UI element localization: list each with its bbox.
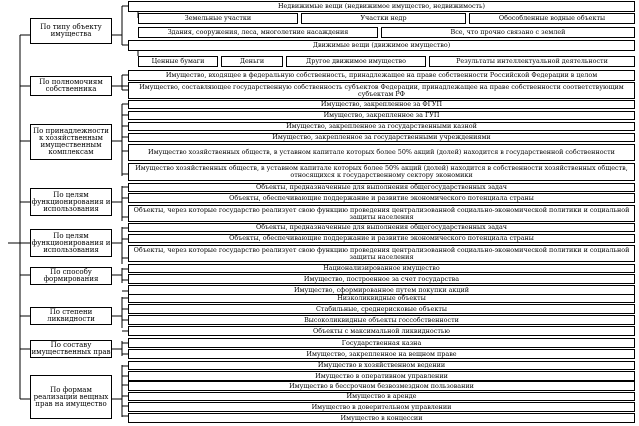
category-liquidity: По степени ликвидности — [30, 307, 112, 325]
node-land: Земельные участки — [138, 13, 298, 24]
item-belonging-5: Имущество хозяйственных обществ, в уставном капитале которых более 50% акций (долей) находится в государственной собственности — [128, 144, 635, 161]
item-belonging-4: Имущество, закрепленное за государственными учреждениями — [128, 133, 635, 142]
node-other-movable: Другое движимое имущество — [286, 56, 426, 67]
item-goals2-2: Объекты, обеспечивающие поддержание и развитие экономического потенциала страны — [128, 234, 635, 243]
item-liquidity-4: Объекты с максимальной ликвидностью — [128, 326, 635, 336]
item-liquidity-1: Низколиквидные объекты — [128, 294, 635, 303]
item-forms-6: Имущество в концессии — [128, 413, 635, 423]
category-composition: По составу имущественных прав — [31, 341, 111, 356]
item-goals1-3: Объекты, через которые государство реализует свою функцию проведения централизованной социально-экономической политики и социальной защиты населения — [128, 205, 635, 222]
item-powers-2: Имущество, составляющее государственную собственность субъектов Федерации, принадлежащее на праве собственности соответствующим субъектам РФ — [128, 82, 635, 99]
item-composition-1: Государственная казна — [128, 338, 635, 348]
item-formation-1: Национализированное имущество — [128, 264, 635, 273]
item-forms-1: Имущество в хозяйственном ведении — [128, 361, 635, 370]
item-forms-2: Имущество в оперативном управлении — [128, 371, 635, 381]
item-belonging-2: Имущество, закрепленное за ГУП — [128, 111, 635, 120]
node-subsoil: Участки недр — [301, 13, 466, 24]
item-powers-1: Имущество, входящее в федеральную собственность, принадлежащее на праве собственности Российской Федерации в целом — [128, 70, 635, 81]
node-securities: Ценные бумаги — [138, 56, 218, 67]
category-belonging: По принадлежности к хозяйственным имущественным комплексам — [30, 124, 112, 160]
node-ip: Результаты интеллектуальной деятельности — [429, 56, 635, 67]
item-belonging-6: Имущество хозяйственных обществ, в уставном капитале которых более 50% акций (долей) находится в собственности хозяйственных обществ, относящихся к государственному сектору экономики — [128, 163, 635, 181]
category-formation: По способу формирования — [30, 267, 112, 285]
item-forms-5: Имущество в доверительном управлении — [128, 402, 635, 412]
node-water: Обособленные водные объекты — [469, 13, 635, 24]
category-goals-2: По целям функционирования и использования — [30, 229, 112, 257]
node-other-land: Все, что прочно связано с землей — [381, 27, 635, 38]
node-immovable: Недвижимые вещи (недвижимое имущество, недвижимость) — [128, 1, 635, 12]
item-liquidity-2: Стабильные, среднерисковые объекты — [128, 304, 635, 314]
item-composition-2: Имущество, закрепленное на вещном праве — [128, 349, 635, 359]
category-powers: По полномочиям собственника — [30, 76, 112, 96]
item-goals1-2: Объекты, обеспечивающие поддержание и развитие экономического потенциала страны — [128, 193, 635, 203]
item-formation-3: Имущество, сформированное путем покупки акций — [128, 285, 635, 295]
item-belonging-3: Имущество, закрепленное за государственными казной — [128, 122, 635, 131]
node-buildings: Здания, сооружения, леса, многолетние насаждения — [138, 27, 378, 38]
item-liquidity-3: Высоколиквидные объекты госсобственности — [128, 315, 635, 325]
category-type: По типу объекту имущества — [30, 18, 112, 44]
item-forms-4: Имущество в аренде — [128, 392, 635, 401]
category-forms: По формам реализации вещных прав на имущество — [30, 375, 112, 419]
item-goals2-1: Объекты, предназначенные для выполнения общегосударственных задач — [128, 223, 635, 232]
category-goals-1: По целям функционирования и использования — [30, 188, 112, 216]
node-money: Деньги — [221, 56, 283, 67]
item-goals2-3: Объекты, через которые государство реализует свою функцию проведения централизованной социально-экономической политики и социальной защиты населения — [128, 245, 635, 262]
item-formation-2: Имущество, построенное за счет государства — [128, 274, 635, 284]
item-forms-3: Имущество в бессрочном безвозмездном пользовании — [128, 381, 635, 391]
node-movable: Движимые вещи (движимое имущество) — [128, 40, 635, 51]
item-belonging-1: Имущество, закрепленное за ФГУП — [128, 100, 635, 109]
item-goals1-1: Объекты, предназначенные для выполнения общегосударственных задач — [128, 183, 635, 192]
